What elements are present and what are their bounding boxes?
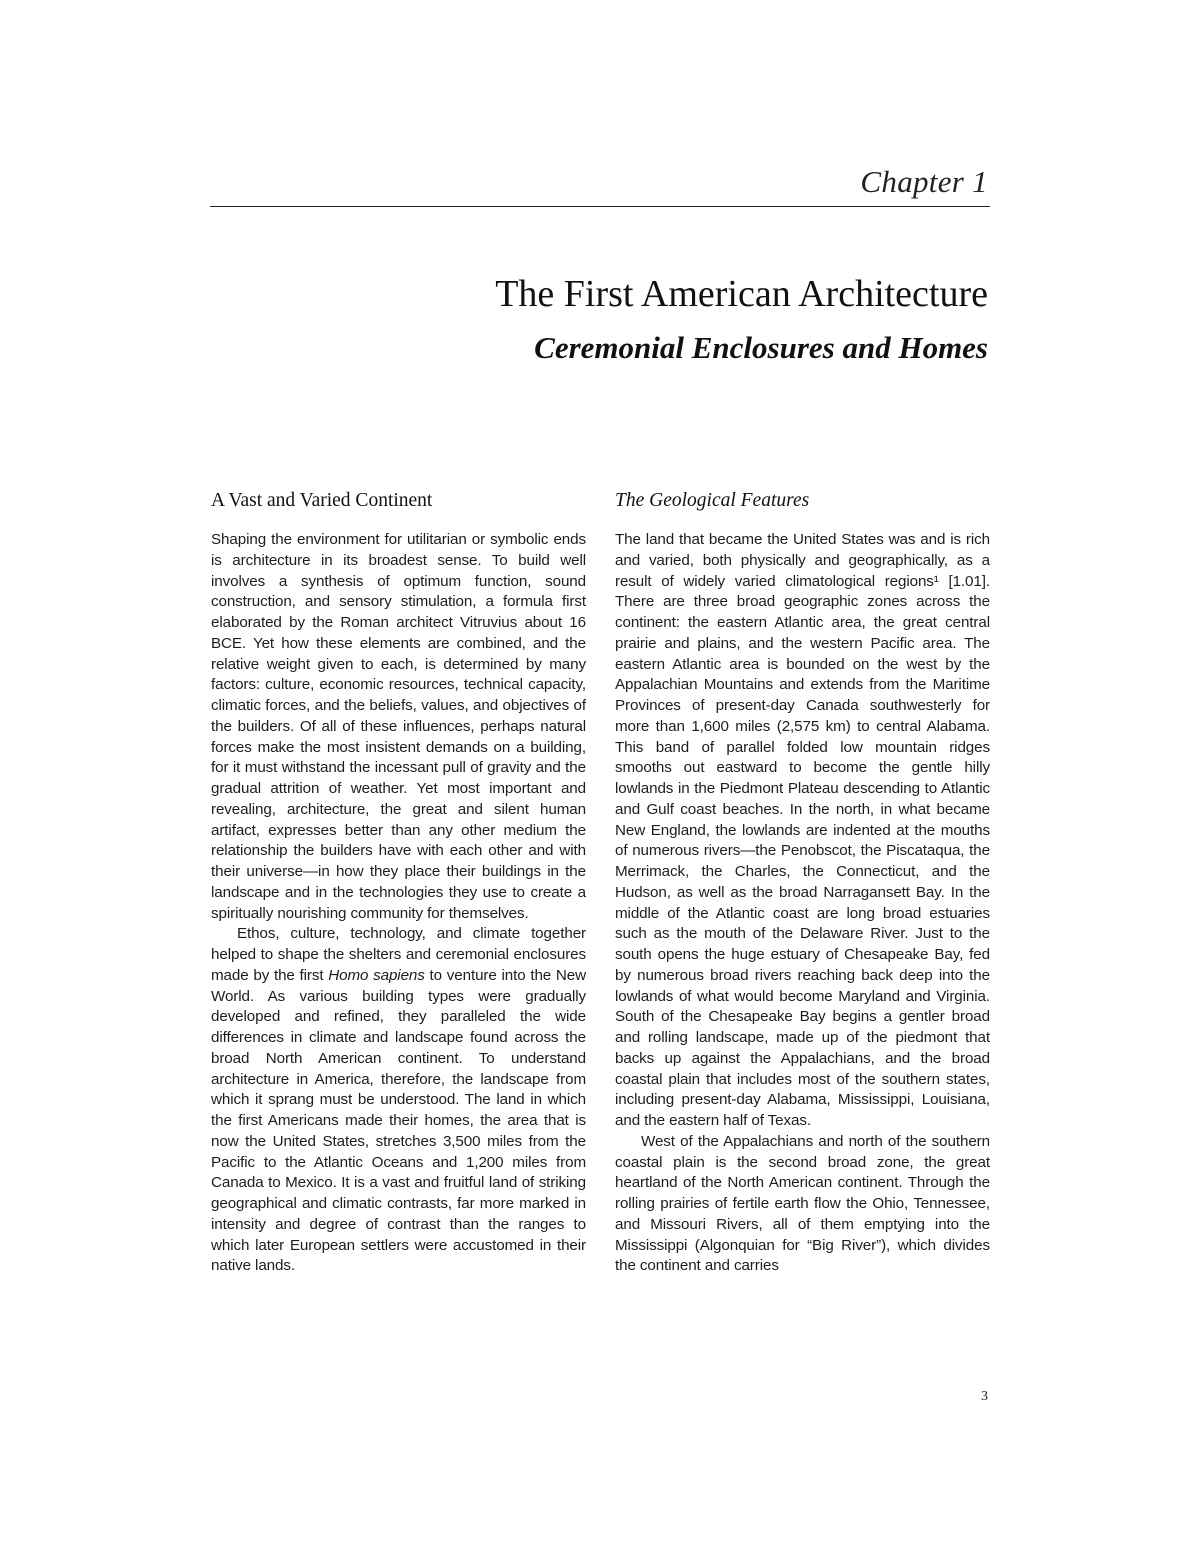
italic-term: Homo sapiens — [328, 966, 425, 984]
paragraph-text: to venture into the New World. As various building types were gradually developed and refined, they paralleled the wide differences in climate and landscape found across the broad North American continent. To understand architecture in America, therefore, the landscape from which it sprang must be understood. The land in which the first Americans made their homes, the area that is now the United States, stretches 3,500 miles from the Pacific to the Atlantic Oceans and 1,200 miles from Canada to Mexico. It is a vast and fruitful land of striking geographical and climatic contrasts, far more marked in intensity and degree of contrast than the ranges to which later European settlers were accustomed in their native lands. — [211, 966, 586, 1275]
paragraph-text: Ethos, culture, technology, and climate together helped to shape the shelters and ceremonial enclosures made by the first — [211, 925, 586, 984]
chapter-title: The First American Architecture — [495, 273, 988, 315]
body-paragraph: West of the Appalachians and north of the southern coastal plain is the second broad zone, the great heartland of the North American continent. Through the rolling prairies of fertile earth flow the Ohio, Tennessee, and Missouri Rivers, all of them emptying into the Mississippi (Algonquian for “Big River”), which divides the continent and carries — [615, 1132, 990, 1275]
chapter-label: Chapter 1 — [860, 164, 988, 199]
right-column — [615, 488, 990, 1277]
body-paragraph: Shaping the environment for utilitarian or symbolic ends is architecture in its broadest sense. To build well involves a synthesis of optimum function, sound construction, and sensory stimulation, a formula first elaborated by the Roman architect Vitruvius about 16 BCE. Yet how these elements are combined, and the relative weight given to each, is determined by many factors: culture, economic resources, technical capacity, climatic forces, and the beliefs, values, and objectives of the builders. Of all of these influences, perhaps natural forces make the most insistent demands on a building, for it must withstand the incessant pull of gravity and the gradual attrition of weather. Yet most important and revealing, architecture, the great and silent human artifact, expresses better than any other medium the relationship the builders have with each other and with their universe—in how they place their buildings in the landscape and in the technologies they use to create a spiritually nourishing community for themselves. — [211, 531, 586, 922]
body-paragraph: The land that became the United States was and is rich and varied, both physically and geographically, as a result of widely varied climatological regions¹ [1.01]. There are three broad geographic zones across the continent: the eastern Atlantic area, the great central prairie and plains, and the western Pacific area. The eastern Atlantic area is bounded on the west by the Appalachian Mountains and extends from the Maritime Provinces of present-day Canada southwesterly for more than 1,600 miles (2,575 km) to central Alabama. This band of parallel folded low mountain ridges smooths out eastward to become the gentle hilly lowlands in the Piedmont Plateau descending to Atlantic and Gulf coast beaches. In the north, in what became New England, the lowlands are indented at the mouths of numerous rivers—the Penobscot, the Piscataqua, the Merrimack, the Charles, the Connecticut, and the Hudson, as well as the broad Narragansett Bay. In the middle of the Atlantic coast are long broad estuaries such as the mouth of the Delaware River. Just to the south opens the huge estuary of Chesapeake Bay, fed by numerous broad rivers reaching back deep into the lowlands of what would become Maryland and Virginia. South of the Chesapeake Bay begins a gentler broad and rolling landscape, made up of the piedmont that backs up against the Appalachians, and the broad coastal plain that includes most of the southern states, including present-day Alabama, Mississippi, Louisiana, and the eastern half of Texas. — [615, 531, 990, 1129]
page-number: 3 — [981, 1389, 988, 1404]
chapter-subtitle: Ceremonial Enclosures and Homes — [534, 330, 988, 365]
section-heading-vast-continent: A Vast and Varied Continent — [211, 490, 433, 511]
body-paragraph — [211, 924, 586, 1277]
left-column — [211, 488, 586, 1277]
section-heading-geological-features: The Geological Features — [615, 490, 810, 511]
chapter-rule — [210, 206, 990, 207]
